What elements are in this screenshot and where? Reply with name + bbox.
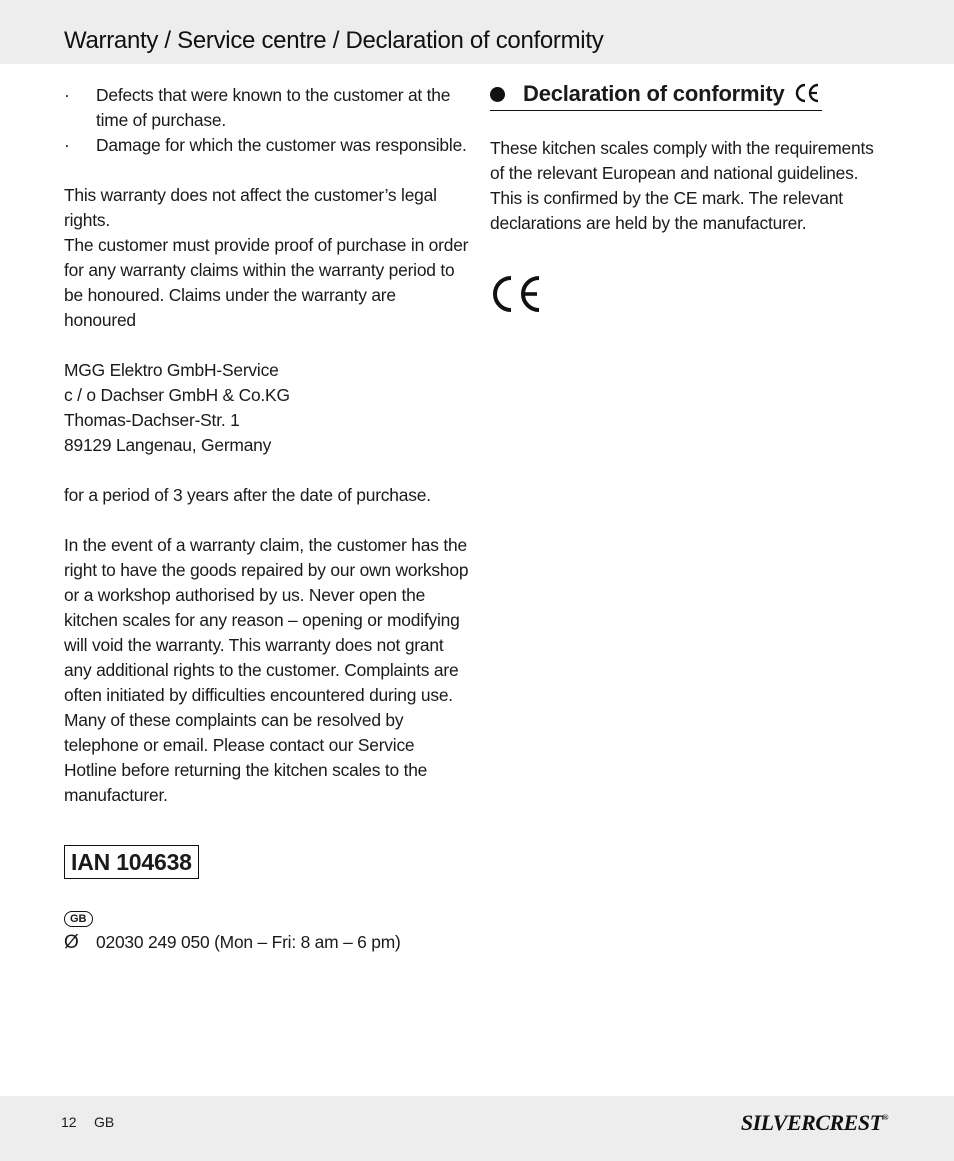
paragraph-warranty-claim: In the event of a warranty claim, the customer has the right to have the goods repaired by our own workshop or a workshop authorised by us. Never open the kitchen scales for any reason – opening or modifying will void the warranty. This warranty does not grant any additional rights to the customer. Complaints are often initiated by difficulties encountered during use. Many of these complaints can be resolved by telephone or email. Please contact our Service Hotline before returning the kitchen scales to the manufacturer. [64, 535, 469, 805]
page-footer [0, 1096, 954, 1161]
declaration-body: These kitchen scales comply with the requirements of the relevant European and national guidelines. This is confirmed by the CE mark. The relevant declarations are held by the manufacturer. [490, 138, 874, 233]
page-number: 12 [61, 1114, 77, 1130]
bullet-item [64, 83, 469, 133]
section-heading [490, 80, 822, 111]
brand-logo [741, 1110, 888, 1136]
registered-mark: ® [882, 1113, 888, 1122]
ce-mark-icon [490, 274, 542, 314]
page-title: Warranty / Service centre / Declaration of conformity [64, 27, 604, 54]
right-column [490, 80, 890, 314]
country-badge: GB [64, 911, 93, 927]
address-line: Thomas-Dachser-Str. 1 [64, 410, 240, 430]
ian-number-box: IAN 104638 [64, 845, 199, 879]
heading-bullet-icon [490, 87, 505, 102]
heading-text: Declaration of conformity [523, 81, 785, 106]
service-hotline [64, 930, 469, 955]
bullet-item [64, 133, 469, 158]
service-address [64, 358, 469, 458]
address-line: MGG Elektro GmbH-Service [64, 360, 279, 380]
language-code: GB [94, 1114, 115, 1130]
address-line: c / o Dachser GmbH & Co.KG [64, 385, 290, 405]
bullet-mark: · [64, 85, 70, 105]
left-column [64, 83, 469, 955]
phone-number: 02030 249 050 (Mon – Fri: 8 am – 6 pm) [96, 932, 401, 952]
page-header [0, 0, 954, 64]
paragraph-proof-of-purchase: The customer must provide proof of purchase in order for any warranty claims within the warranty period to be honoured. Claims under the warranty are honoured [64, 235, 469, 330]
bullet-mark: · [64, 135, 70, 155]
paragraph-period: for a period of 3 years after the date of purchase. [64, 485, 431, 505]
brand-name: SILVERCREST [740, 1110, 883, 1135]
ce-mark-icon [794, 82, 820, 104]
bullet-text: Defects that were known to the customer at the time of purchase. [96, 85, 451, 130]
bullet-text: Damage for which the customer was responsible. [96, 135, 467, 155]
paragraph-legal-rights: This warranty does not affect the customer’s legal rights. [64, 185, 437, 230]
phone-icon: Ø [64, 932, 79, 953]
address-line: 89129 Langenau, Germany [64, 435, 272, 455]
